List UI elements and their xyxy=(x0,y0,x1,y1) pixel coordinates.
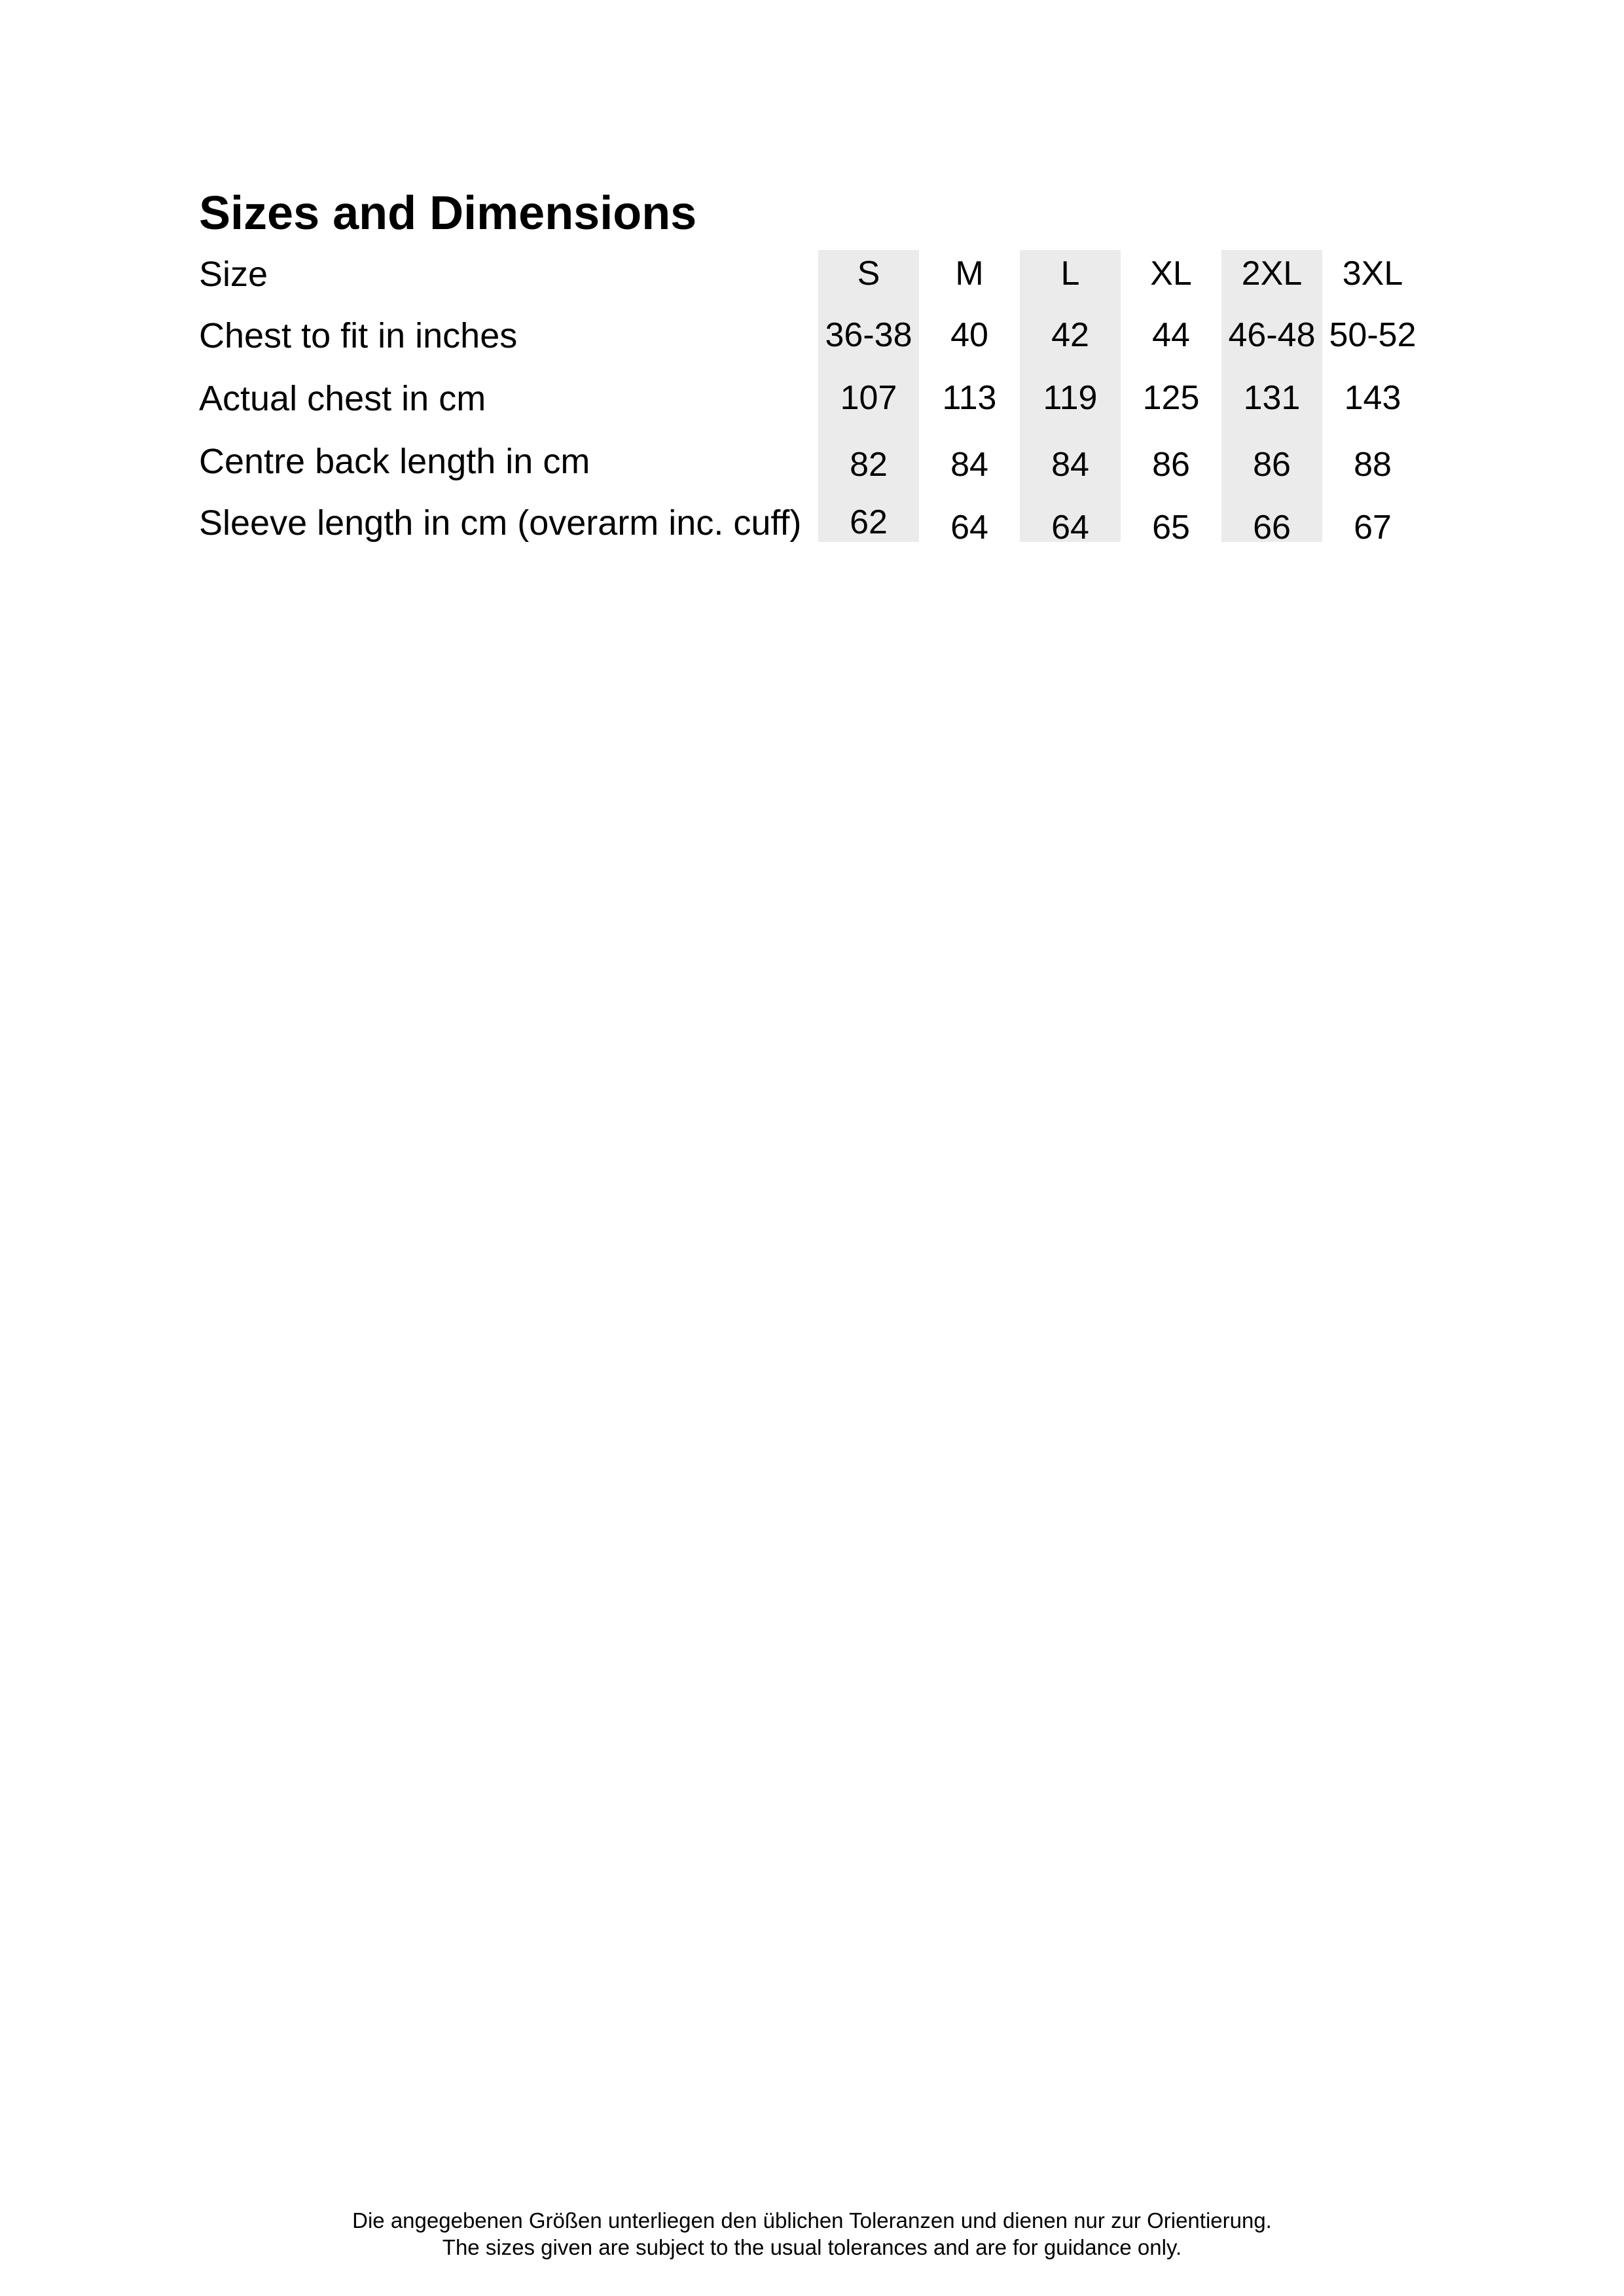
table-cell: 42 xyxy=(1051,316,1089,354)
row-label-sleeve-length: Sleeve length in cm (overarm inc. cuff) xyxy=(199,503,802,543)
table-cell: 64 xyxy=(950,509,988,547)
table-cell: 86 xyxy=(1253,446,1291,484)
table-cell: 113 xyxy=(942,379,997,417)
table-cell: 67 xyxy=(1354,509,1392,547)
size-header-xl: XL xyxy=(1150,255,1192,293)
table-cell: 46-48 xyxy=(1228,316,1316,354)
size-header-s: S xyxy=(857,255,880,293)
size-header-label: Size xyxy=(199,255,268,294)
table-cell: 143 xyxy=(1344,379,1401,417)
table-cell: 65 xyxy=(1152,509,1190,547)
table-cell: 36-38 xyxy=(825,316,912,354)
table-cell: 82 xyxy=(850,446,888,484)
table-cell: 107 xyxy=(840,379,897,417)
table-cell: 84 xyxy=(1051,446,1089,484)
table-cell: 119 xyxy=(1043,379,1098,417)
row-label-centre-back-length: Centre back length in cm xyxy=(199,442,590,481)
row-label-chest-to-fit: Chest to fit in inches xyxy=(199,316,518,355)
size-header-l: L xyxy=(1060,255,1080,293)
table-cell: 66 xyxy=(1253,509,1291,547)
size-header-m: M xyxy=(955,255,984,293)
table-cell: 125 xyxy=(1142,379,1200,417)
table-cell: 40 xyxy=(950,316,988,354)
row-label-actual-chest: Actual chest in cm xyxy=(199,379,486,418)
table-cell: 64 xyxy=(1051,509,1089,547)
table-cell: 44 xyxy=(1152,316,1190,354)
footer-line-de: Die angegebenen Größen unterliegen den üblichen Toleranzen und dienen nur zur Orientierung. xyxy=(352,2208,1272,2233)
table-cell: 88 xyxy=(1354,446,1392,484)
table-cell: 84 xyxy=(950,446,988,484)
size-header-2xl: 2XL xyxy=(1241,255,1303,293)
table-cell: 131 xyxy=(1243,379,1301,417)
footer-line-en: The sizes given are subject to the usual tolerances and are for guidance only. xyxy=(442,2235,1182,2259)
table-cell: 50-52 xyxy=(1329,316,1416,354)
table-cell: 62 xyxy=(850,503,888,541)
page-title: Sizes and Dimensions xyxy=(199,187,697,240)
size-header-3xl: 3XL xyxy=(1342,255,1403,293)
table-cell: 86 xyxy=(1152,446,1190,484)
